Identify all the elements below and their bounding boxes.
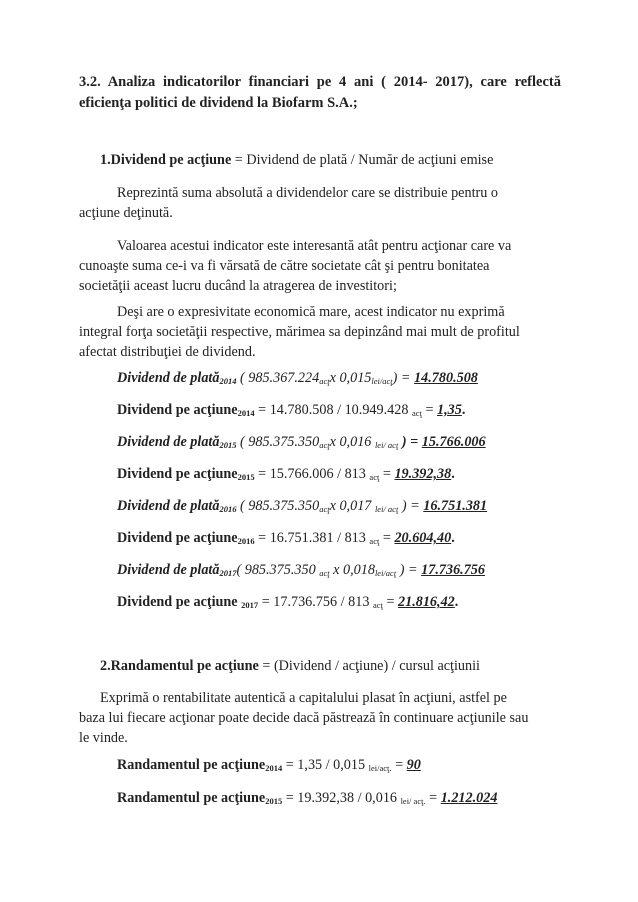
- calc-mid: x 0,017: [329, 498, 372, 514]
- calc-unit: lei/ acţ.: [400, 796, 426, 806]
- calc-result: 15.766.006: [421, 434, 486, 450]
- calc-dividend-plata-2016: [117, 496, 487, 519]
- calc-unit: lei/ acţ: [374, 440, 399, 450]
- calc-expr: = 16.751.381 / 813: [254, 530, 366, 546]
- calc-result: 17.736.756: [421, 562, 485, 578]
- calc-dividend-plata-2014: [117, 368, 478, 391]
- calc-end: .: [454, 594, 459, 610]
- limitation-line-3: afectat distribuţiei de dividend.: [79, 344, 256, 360]
- calc-unit: acţ: [319, 568, 330, 578]
- interest-line-1: Valoarea acestui indicator este interesantă atât pentru acţionar care va: [117, 238, 512, 254]
- randament-formula: = (Dividend / acţiune) / cursul acţiunii: [258, 658, 480, 674]
- calc-year: 2017: [219, 568, 237, 578]
- calc-end: .: [461, 402, 466, 418]
- calc-result: 90: [406, 757, 421, 773]
- calc-label: Dividend de plată: [117, 434, 220, 450]
- calc-result: 21.816,42: [398, 594, 455, 610]
- calc-expr: = 14.780.508 / 10.949.428: [254, 402, 409, 418]
- dividend-formula-line: [100, 150, 493, 170]
- dividend-title: 1.Dividend pe acţiune: [100, 152, 232, 168]
- interest-line-2: cunoaşte suma ce-i va fi vărsată de către societate cât şi pentru bonitatea: [79, 258, 490, 274]
- calc-unit: acţ: [369, 536, 380, 546]
- calc-label: Dividend pe acţiune: [117, 466, 238, 482]
- calc-mid: x 0,016: [329, 434, 372, 450]
- calc-dividend-actiune-2017: [117, 592, 458, 615]
- calc-eq: =: [425, 790, 438, 806]
- calc-label: Dividend de plată: [117, 562, 220, 578]
- calc-mid: x 0,018: [329, 562, 375, 578]
- calc-expr: ( 985.375.350: [240, 434, 320, 450]
- definition-line-2: acţiune deţinută.: [79, 205, 173, 221]
- calc-year: 2014: [219, 376, 237, 386]
- calc-label: Dividend de plată: [117, 370, 220, 386]
- calc-year: 2015: [237, 472, 255, 482]
- calc-year: 2016: [237, 536, 255, 546]
- calc-eq: =: [382, 594, 395, 610]
- calc-year: 2015: [265, 796, 283, 806]
- calc-unit: lei/acţ: [371, 376, 393, 386]
- calc-expr: = 15.766.006 / 813: [254, 466, 366, 482]
- calc-label: Dividend de plată: [117, 498, 220, 514]
- calc-result: 19.392,38: [394, 466, 452, 482]
- calc-dividend-plata-2015: [117, 432, 486, 455]
- calc-end: .: [451, 530, 455, 546]
- calc-unit: acţ: [369, 472, 380, 482]
- calc-expr: = 1,35 / 0,015: [282, 757, 366, 773]
- calc-eq: =: [379, 530, 391, 546]
- calc-expr: ( 985.375.350: [240, 498, 320, 514]
- calc-mid: x 0,015: [329, 370, 372, 386]
- calc-result: 1,35: [437, 402, 462, 418]
- calc-eq: =: [391, 757, 404, 773]
- limitation-line-2: integral forţa societăţii respective, mărimea sa depinzând mai mult de profitul: [79, 324, 520, 340]
- calc-label: Dividend pe acţiune: [117, 530, 238, 546]
- calc-year: 2014: [265, 763, 283, 773]
- randament-definition-line-3: le vinde.: [79, 730, 128, 746]
- section-heading: 3.2. Analiza indicatorilor financiari pe 4 ani ( 2014- 2017), care reflectă eficienţa politici de dividend la Biofarm S.A.;: [79, 74, 561, 111]
- calc-close: ) =: [401, 434, 419, 450]
- randament-title: 2.Randamentul pe acţiune: [100, 658, 259, 674]
- calc-label: Randamentul pe acţiune: [117, 757, 266, 773]
- calc-label: Dividend pe acţiune: [117, 402, 238, 418]
- calc-eq: =: [379, 466, 391, 482]
- calc-year: 2014: [237, 408, 255, 418]
- calc-result: 14.780.508: [414, 370, 478, 386]
- calc-year: 2017: [241, 600, 259, 610]
- calc-expr: ( 985.375.350: [236, 562, 316, 578]
- calc-dividend-actiune-2015: [117, 464, 455, 487]
- calc-year: 2015: [219, 440, 237, 450]
- calc-unit: acţ: [372, 600, 383, 610]
- calc-randament-2015: [117, 788, 497, 811]
- calc-end: .: [451, 466, 455, 482]
- calc-dividend-plata-2017: [117, 560, 485, 583]
- calc-unit: lei/acţ.: [368, 763, 392, 773]
- limitation-line-1: Deşi are o expresivitate economică mare, acest indicator nu exprimă: [117, 304, 505, 320]
- calc-unit: lei/ acţ: [374, 504, 399, 514]
- calc-randament-2014: [117, 755, 421, 778]
- dividend-formula: = Dividend de plată / Număr de acţiuni emise: [231, 152, 494, 168]
- randament-formula-line: [100, 656, 480, 676]
- calc-year: 2016: [219, 504, 237, 514]
- calc-unit: acţ: [319, 504, 330, 514]
- calc-dividend-actiune-2014: [117, 400, 465, 423]
- calc-unit: acţ: [319, 376, 330, 386]
- calc-result: 20.604,40: [394, 530, 452, 546]
- calc-unit: acţ: [411, 408, 422, 418]
- calc-close: ) =: [396, 562, 418, 578]
- definition-line-1: Reprezintă suma absolută a dividendelor care se distribuie pentru o: [117, 185, 498, 201]
- calc-unit: acţ: [319, 440, 330, 450]
- calc-expr: = 17.736.756 / 813: [258, 594, 370, 610]
- calc-unit: lei/acţ: [374, 568, 397, 578]
- calc-label: Dividend pe acţiune: [117, 594, 238, 610]
- interest-line-3: societăţii aceast lucru ducând la atragerea de investitori;: [79, 278, 397, 294]
- calc-result: 16.751.381: [423, 498, 488, 514]
- calc-label: Randamentul pe acţiune: [117, 790, 266, 806]
- calc-expr: ( 985.367.224: [240, 370, 320, 386]
- calc-close: ) =: [392, 370, 411, 386]
- calc-result: 1.212.024: [440, 790, 498, 806]
- calc-eq: =: [421, 402, 434, 418]
- calc-close: ) =: [398, 498, 420, 514]
- calc-dividend-actiune-2016: [117, 528, 455, 551]
- randament-definition-line-2: baza lui fiecare acţionar poate decide dacă păstrează în continuare acţiunile sau: [79, 710, 529, 726]
- randament-definition-line-1: Exprimă o rentabilitate autentică a capitalului plasat în acţiuni, astfel pe: [100, 690, 507, 706]
- calc-expr: = 19.392,38 / 0,016: [282, 790, 398, 806]
